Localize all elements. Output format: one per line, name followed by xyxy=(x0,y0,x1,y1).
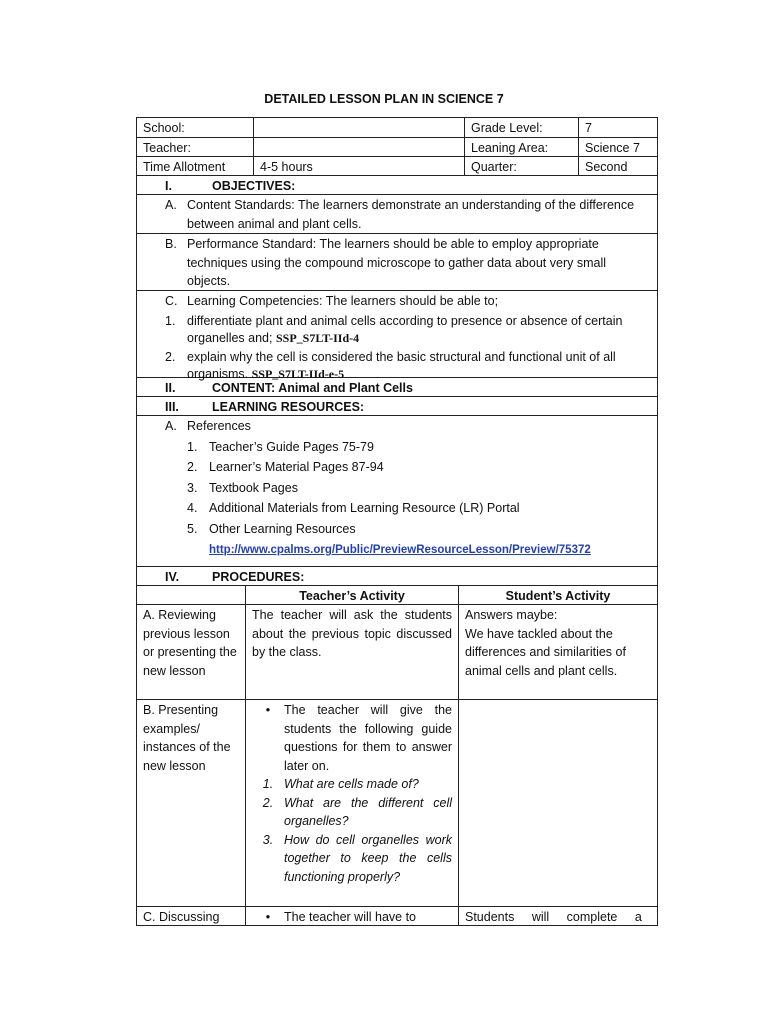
school-value xyxy=(253,118,464,137)
objectives-heading: OBJECTIVES: xyxy=(212,179,296,193)
lesson-plan-table xyxy=(136,117,658,926)
procedure-c-student: Students will complete a xyxy=(458,907,657,925)
reference-num: 4. xyxy=(187,501,198,515)
procedures-heading-row xyxy=(137,566,657,585)
school-label: School: xyxy=(143,121,185,135)
procedure-a-teacher: The teacher will ask the students about the previous topic discussed by the class. xyxy=(245,605,458,699)
objectives-heading-row xyxy=(137,175,657,194)
area-label: Leaning Area: xyxy=(464,138,578,156)
teacher-label: Teacher: xyxy=(143,141,191,155)
reference-num: 1. xyxy=(187,439,198,454)
question-num: 1. xyxy=(262,777,274,791)
teacher-row xyxy=(137,137,657,156)
student-activity-header: Student’s Activity xyxy=(458,586,657,604)
page-title: DETAILED LESSON PLAN IN SCIENCE 7 xyxy=(264,92,504,106)
procedure-row-c xyxy=(137,906,657,925)
time-label: Time Allotment xyxy=(143,160,226,174)
reference-num: 5. xyxy=(187,521,198,536)
procedure-a-student-intro: Answers maybe: xyxy=(465,608,558,622)
area-value: Science 7 xyxy=(578,138,657,156)
reference-item: Additional Materials from Learning Resource (LR) Portal xyxy=(209,501,520,515)
resources-num: III. xyxy=(165,400,179,414)
procedures-blank-header xyxy=(137,586,245,604)
reference-num: 2. xyxy=(187,460,198,474)
grade-label: Grade Level: xyxy=(464,118,578,137)
competency-2-text: explain why the cell is considered the basic structural and functional unit of all organisms. xyxy=(187,349,616,381)
teacher-activity-header: Teacher’s Activity xyxy=(245,586,458,604)
procedure-b-label: B. Presenting examples/ instances of the new lesson xyxy=(143,703,231,773)
reference-num: 3. xyxy=(187,480,198,495)
competency-1-text: differentiate plant and animal cells according to presence or absence of certain organelles and; xyxy=(187,313,623,345)
grade-value: 7 xyxy=(578,118,657,137)
guide-question: What are cells made of? xyxy=(284,777,419,791)
procedure-a-student-answer: We have tackled about the differences and similarities of animal cells and plant cells. xyxy=(465,626,626,678)
references-row xyxy=(137,415,657,566)
competency-2-code: SSP_S7LT-IId-e-5 xyxy=(251,366,345,381)
procedure-c-label: C. Discussing xyxy=(143,910,220,924)
guide-question: How do cell organelles work together to keep the cells functioning properly? xyxy=(284,832,452,884)
objectives-num: I. xyxy=(165,179,172,193)
quarter-label: Quarter: xyxy=(464,157,578,175)
procedure-b-teacher: The teacher will give the students the following guide questions for them to answer later on. xyxy=(284,703,452,773)
resource-link[interactable]: http://www.cpalms.org/Public/PreviewResourceLesson/Preview/75372 xyxy=(209,544,591,556)
resources-heading-row xyxy=(137,396,657,415)
content-standards-row xyxy=(137,194,657,233)
content-num: II. xyxy=(165,381,176,395)
competencies-row xyxy=(137,290,657,381)
bullet-icon: • xyxy=(265,910,271,924)
performance-standard-row xyxy=(137,233,657,290)
procedure-c-teacher: The teacher will have to xyxy=(284,910,417,924)
performance-standard-text: Performance Standard: The learners should be able to employ appropriate techniques using the compound microscope to gather data about very small objects. xyxy=(187,237,606,288)
competencies-letter: C. xyxy=(165,294,178,308)
performance-standard-letter: B. xyxy=(165,237,177,251)
bullet-icon: • xyxy=(265,703,271,717)
procedures-num: IV. xyxy=(165,570,180,584)
procedures-heading: PROCEDURES: xyxy=(212,570,305,584)
competencies-text: Learning Competencies: The learners should be able to; xyxy=(187,294,499,308)
competency-1-num: 1. xyxy=(165,313,176,328)
reference-item: Textbook Pages xyxy=(209,480,298,495)
procedure-row-a xyxy=(137,604,657,699)
references-text: References xyxy=(187,419,251,433)
school-row xyxy=(137,118,657,137)
references-letter: A. xyxy=(165,419,177,433)
guide-question: What are the different cell organelles? xyxy=(284,795,452,828)
reference-item: Teacher’s Guide Pages 75-79 xyxy=(209,439,374,454)
competency-2-num: 2. xyxy=(165,349,176,364)
question-num: 3. xyxy=(262,832,274,847)
content-standards-text: Content Standards: The learners demonstrate an understanding of the difference between animal and plant cells. xyxy=(187,198,635,231)
content-text: CONTENT: Animal and Plant Cells xyxy=(212,381,413,395)
teacher-value xyxy=(253,138,464,156)
content-standards-letter: A. xyxy=(165,198,177,212)
reference-item: Learner’s Material Pages 87-94 xyxy=(209,460,384,474)
time-row xyxy=(137,156,657,175)
procedures-header-row xyxy=(137,585,657,604)
reference-item: Other Learning Resources xyxy=(209,521,356,536)
question-num: 2. xyxy=(262,795,274,810)
quarter-value: Second xyxy=(578,157,657,175)
resources-heading: LEARNING RESOURCES: xyxy=(212,400,365,414)
procedure-a-label: A. Reviewing previous lesson or presenting the new lesson xyxy=(143,608,237,678)
time-value: 4-5 hours xyxy=(253,157,464,175)
competency-1-code: SSP_S7LT-IId-4 xyxy=(275,330,360,345)
procedure-row-b xyxy=(137,699,657,906)
procedure-b-student xyxy=(458,700,657,906)
